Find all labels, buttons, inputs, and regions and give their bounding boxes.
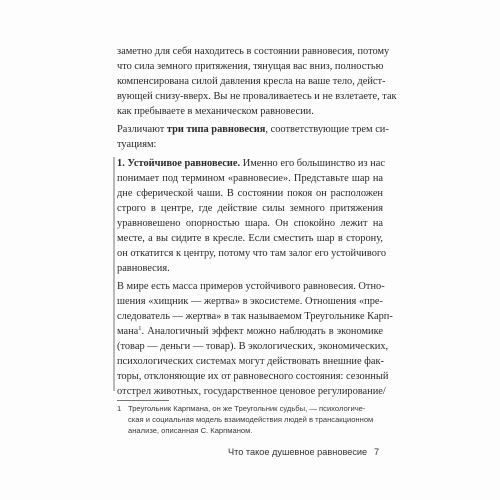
text-line: отстрел животных, государственное ценовое регулирование/ [117,386,386,397]
text-run: Различают [117,124,167,135]
text-line: дне сферической чаши. В состоянии покоя он расположен [117,188,383,199]
text-line [117,123,389,136]
running-title: Что такое душевное равновесие [228,447,368,457]
text-line [117,157,383,170]
footnote-mark: 1 [117,404,122,413]
text-line [117,325,383,338]
text-line: уравновешено опорностью шара. Он спокойно лежит на [117,218,383,229]
text-line: он откатится к центру, потому что там залог его устойчивого [117,248,387,259]
text-run: мана [117,326,139,337]
text-line: что сила земного притяжения, тянущая вас вниз, полностью [117,61,384,72]
text-run: Именно его большинство из нас [240,158,385,169]
footnote-line: ская и социальная модель взаимодействия людей в трансакционном [128,415,374,424]
text-line: В мире есть масса примеров устойчивого равновесия. Отно- [117,281,385,292]
paragraph-marker-bar [113,157,115,264]
footnote-line: анализе, описанная С. Карпманом. [128,426,253,435]
text-line: вующей снизу-вверх. Вы не проваливаетесь и не взлетаете, так [117,91,397,102]
text-line: психологических системах могут действовать внешние фак- [117,356,385,367]
text-line: компенсирована силой давления кресла на ваше тело, дейст- [117,76,386,87]
text-line: понимает под термином «равновесие». Представьте шар на [117,173,383,184]
text-line: торы, отклоняющие их от равновесного состояния: сезонный [117,371,389,382]
bold-term: три типа равновесия [166,124,266,135]
page-number: 7 [374,447,380,457]
text-line: туациям: [117,139,157,150]
text-run: . Аналогичный эффект можно наблюдать в экономике [141,326,383,337]
footnote-line: Треугольник Карпмана, он же Треугольник судьбы, — психологиче- [128,404,366,413]
text-line: следователь — жертва» в так называемом Треугольнике Карп- [117,311,393,322]
text-line: шения «хищник — жертва» в экосистеме. Отношения «пре- [117,296,383,307]
paragraph-marker-bar [113,253,115,391]
footnote-reference[interactable]: 1 [138,325,142,332]
footnote-divider [117,400,169,401]
section-heading: 1. Устойчивое равновесие. [117,158,241,169]
text-line: равновесия. [117,263,170,274]
text-line: (товар — деньги — товар). В экологических, экономических, [117,341,389,352]
text-line: как пребываете в механическом равновесии. [117,106,314,117]
text-line: месте, а вы сидите в кресле. Если сместить шар в сторону, [117,233,383,244]
text-run: , соответствующие трем си- [265,124,389,135]
text-line: строго в центре, где действие силы земного притяжения [117,203,383,214]
text-line: заметно для себя находитесь в состоянии равновесия, потому [117,46,390,57]
